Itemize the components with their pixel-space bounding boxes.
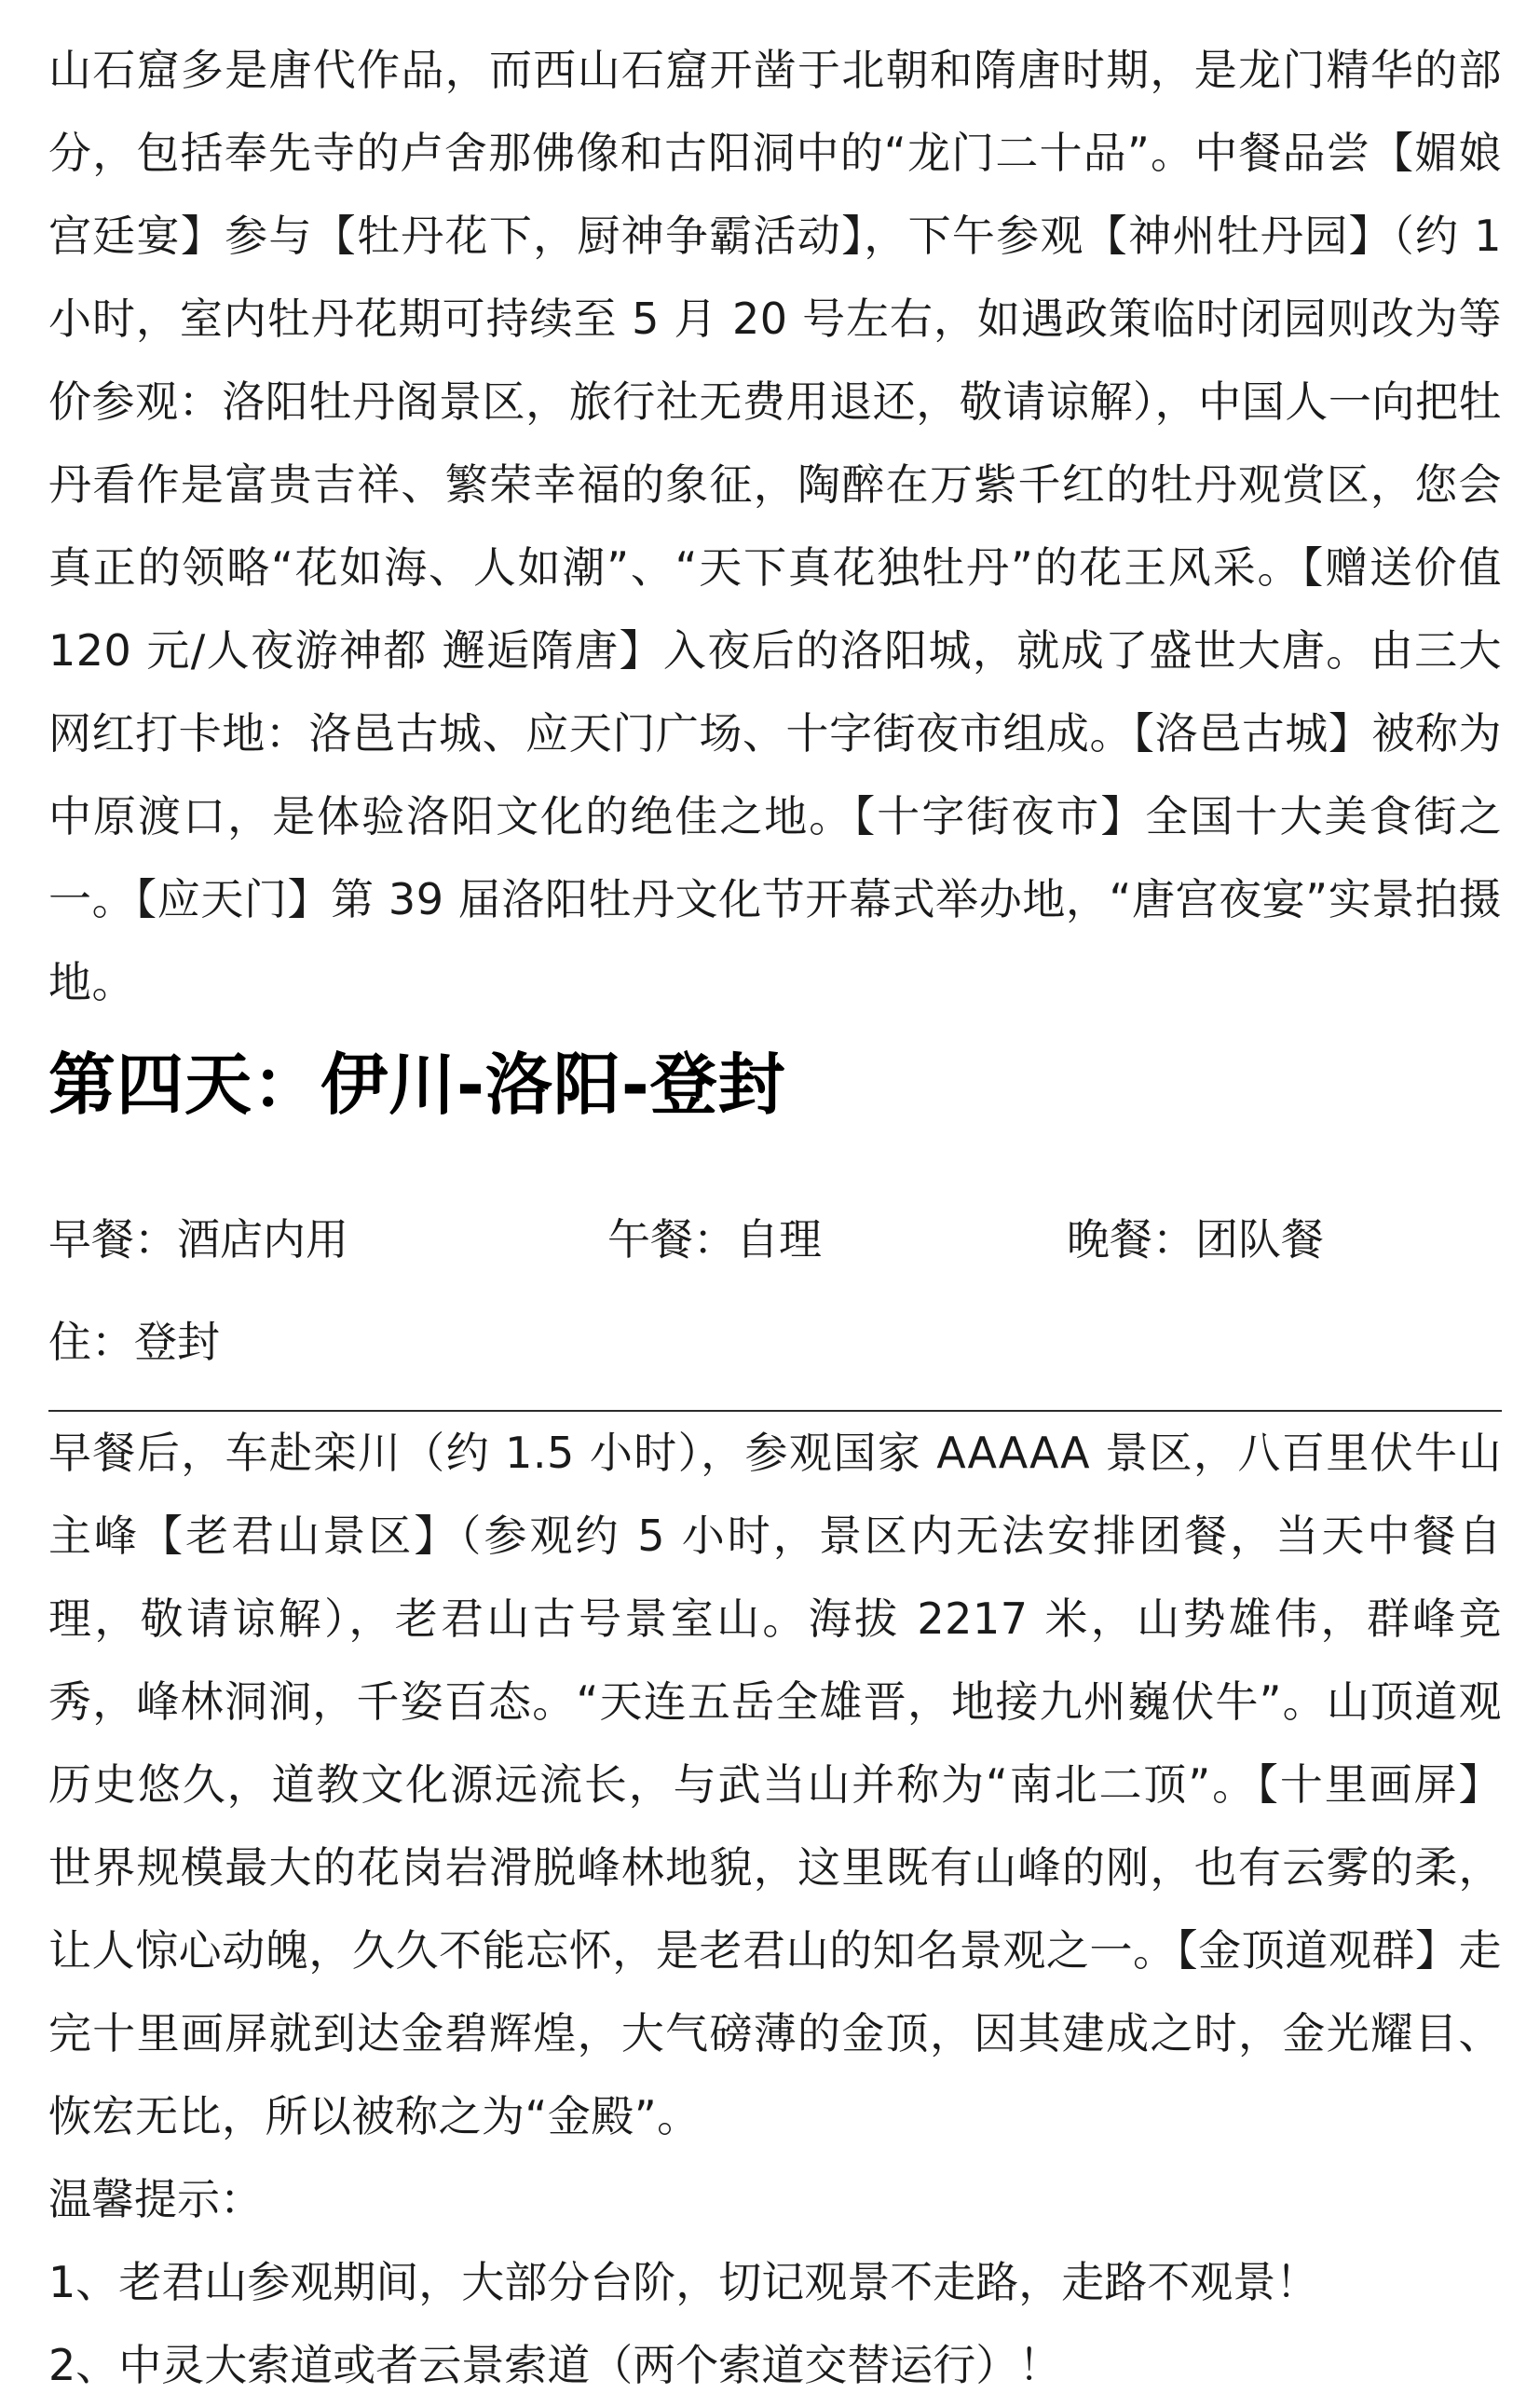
dinner-info: 晚餐：团队餐 [1067, 1214, 1324, 1265]
day-title: 第四天：伊川-洛阳-登封 [48, 1046, 786, 1124]
breakfast-info: 早餐：酒店内用 [48, 1214, 348, 1265]
meals-row [48, 1188, 1502, 1291]
tips-heading: 温馨提示： [48, 2174, 263, 2224]
accommodation-info: 住：登封 [48, 1317, 220, 1367]
tip-item: 1、老君山参观期间，大部分台阶，切记观景不走路，走路不观景！ [48, 2257, 1319, 2307]
intro-paragraph: 山石窟多是唐代作品，而西山石窟开凿于北朝和隋唐时期，是龙门精华的部分，包括奉先寺的卢舍那佛像和古阳洞中的“龙门二十品”。中餐品尝【媚娘宫廷宴】参与【牡丹花下，厨神争霸活动】，下午参观【神州牡丹园】（约 1 小时，室内牡丹花期可持续至 5 月 20 号左右，如遇政策临时闭园则改为等价参观：洛阳牡丹阁景区，旅行社无费用退还，敬请谅解），中国人一向把牡丹看作是富贵吉祥、繁荣幸福的象征，陶醉在万紫千红的牡丹观赏区，您会真正的领略“花如海、人如潮”、“天下真花独牡丹”的花王风采。【赠送价值 120 元/人夜游神都 邂逅隋唐】入夜后的洛阳城，就成了盛世大唐。由三大网红打卡地：洛邑古城、应天门广场、十字街夜市组成。【洛邑古城】被称为中原渡口，是体验洛阳文化的绝佳之地。【十字街夜市】全国十大美食街之一。【应天门】第 39 届洛阳牡丹文化节开幕式举办地，“唐宫夜宴”实景拍摄地。 [48, 45, 1502, 1007]
day-description: 早餐后，车赴栾川（约 1.5 小时），参观国家 AAAAA 景区，八百里伏牛山主峰【老君山景区】（参观约 5 小时，景区内无法安排团餐，当天中餐自理，敬请谅解），老君山古号景室山。海拔 2217 米，山势雄伟，群峰竞秀，峰林洞涧，千姿百态。“天连五岳全雄晋，地接九州巍伏牛”。山顶道观历史悠久，道教文化源远流长，与武当山并称为“南北二顶”。【十里画屏】世界规模最大的花岗岩滑脱峰林地貌，这里既有山峰的刚，也有云雾的柔，让人惊心动魄，久久不能忘怀，是老君山的知名景观之一。【金顶道观群】走完十里画屏就到达金碧辉煌，大气磅薄的金顶，因其建成之时，金光耀目、恢宏无比，所以被称之为“金殿”。 [48, 1428, 1502, 2141]
itinerary-page [48, 0, 1502, 2407]
tip-item: 2、中灵大索道或者云景索道（两个索道交替运行）！ [48, 2340, 1062, 2390]
lunch-info: 午餐：自理 [607, 1214, 822, 1265]
